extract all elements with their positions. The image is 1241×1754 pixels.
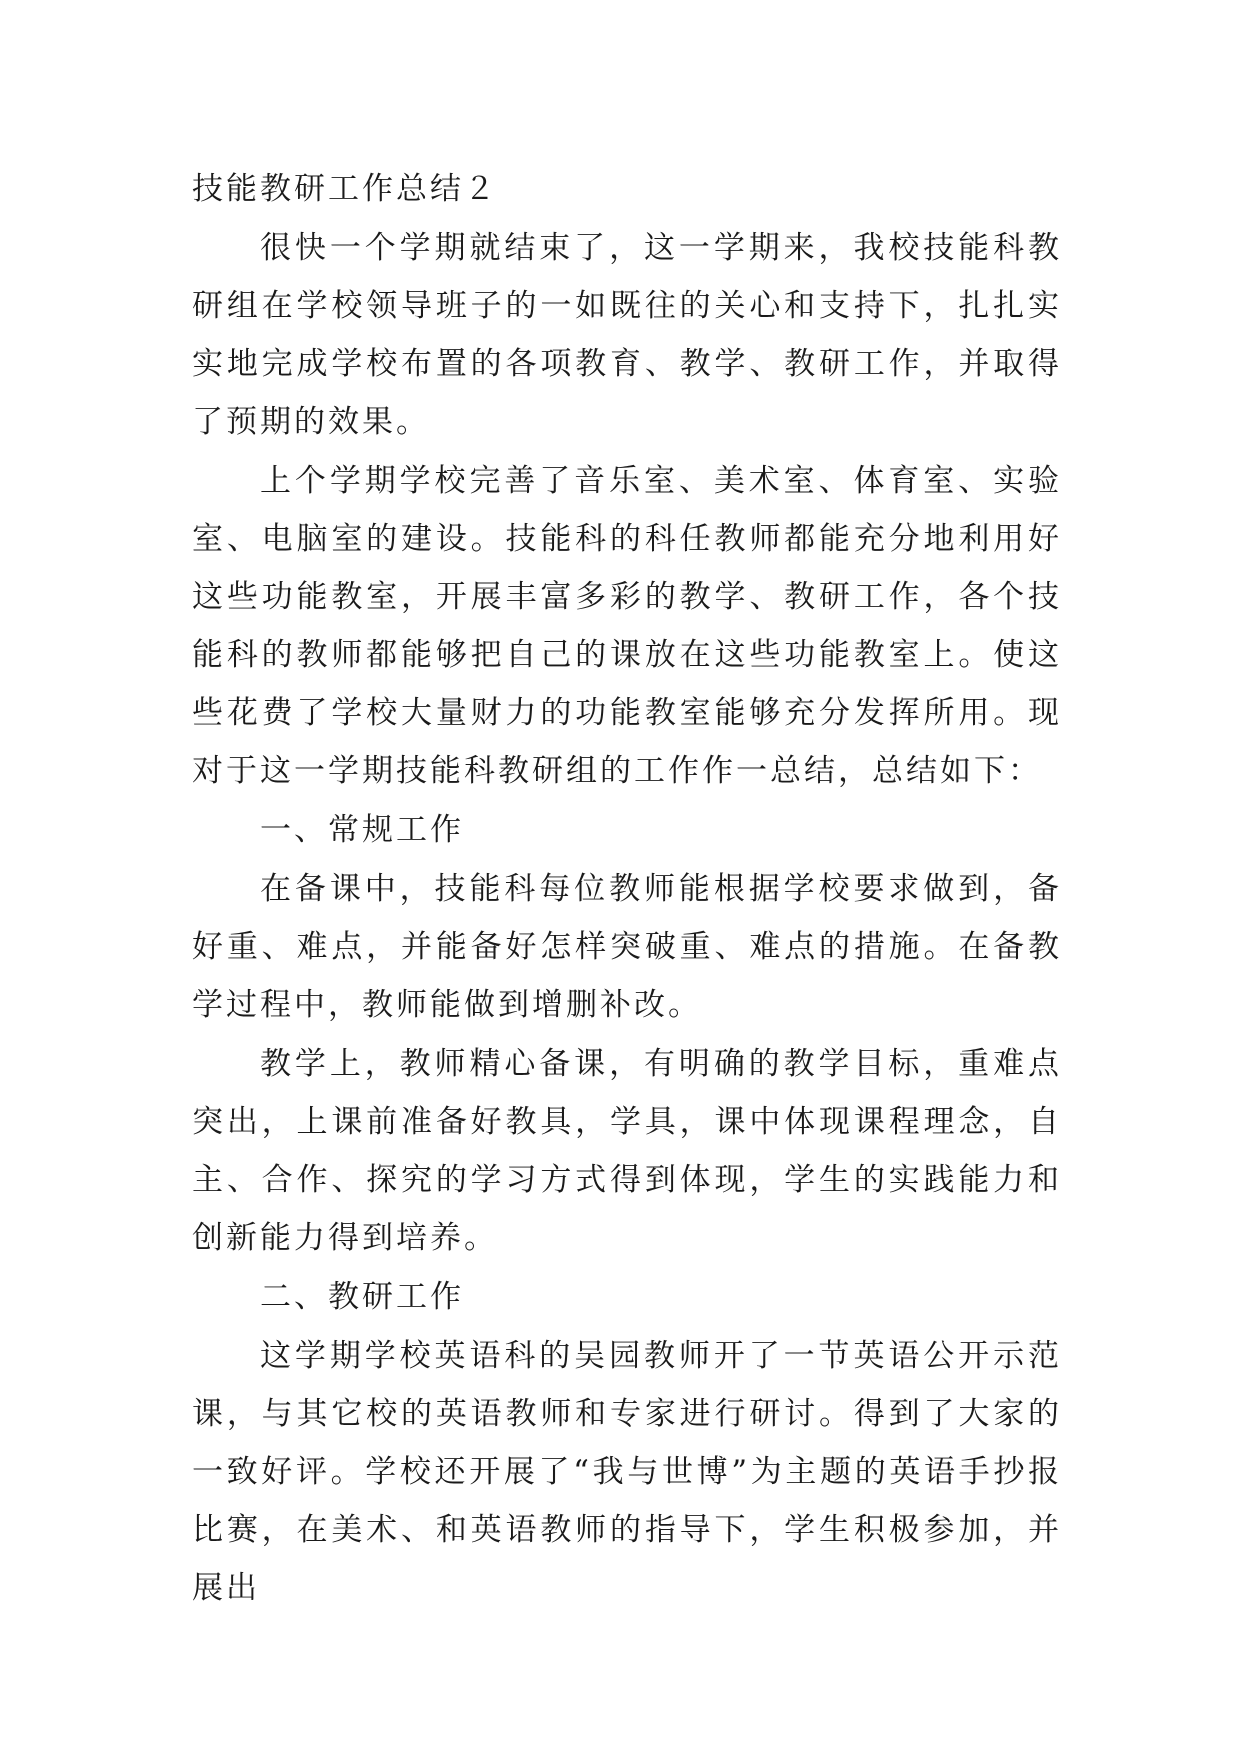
- document-body: [192, 160, 1062, 1618]
- section-heading-routine-work: 一、常规工作: [260, 812, 464, 848]
- paragraph-facilities: 上个学期学校完善了音乐室、美术室、体育室、实验室、电脑室的建设。技能科的科任教师都能充分地利用好这些功能教室，开展丰富多彩的教学、教研工作，各个技能科的教师都能够把自己的课放在这些功能教室上。使这些花费了学校大量财力的功能教室能够充分发挥所用。现对于这一学期技能科教研组的工作作一总结，总结如下：: [192, 463, 1062, 789]
- section-heading-research-work: 二、教研工作: [260, 1279, 464, 1315]
- paragraph-intro: 很快一个学期就结束了，这一学期来，我校技能科教研组在学校领导班子的一如既往的关心和支持下，扎扎实实地完成学校布置的各项教育、教学、教研工作，并取得了预期的效果。: [192, 230, 1062, 440]
- paragraph-teaching: 教学上，教师精心备课，有明确的教学目标，重难点突出，上课前准备好教具，学具，课中体现课程理念，自主、合作、探究的学习方式得到体现，学生的实践能力和创新能力得到培养。: [192, 1046, 1062, 1256]
- paragraph-english-lesson: 这学期学校英语科的吴园教师开了一节英语公开示范课，与其它校的英语教师和专家进行研讨。得到了大家的一致好评。学校还开展了“我与世博”为主题的英语手抄报比赛，在美术、和英语教师的指导下，学生积极参加，并展出: [192, 1338, 1062, 1606]
- document-title: 技能教研工作总结２: [192, 171, 498, 207]
- paragraph-lesson-prep: 在备课中，技能科每位教师能根据学校要求做到，备好重、难点，并能备好怎样突破重、难点的措施。在备教学过程中，教师能做到增删补改。: [192, 871, 1062, 1023]
